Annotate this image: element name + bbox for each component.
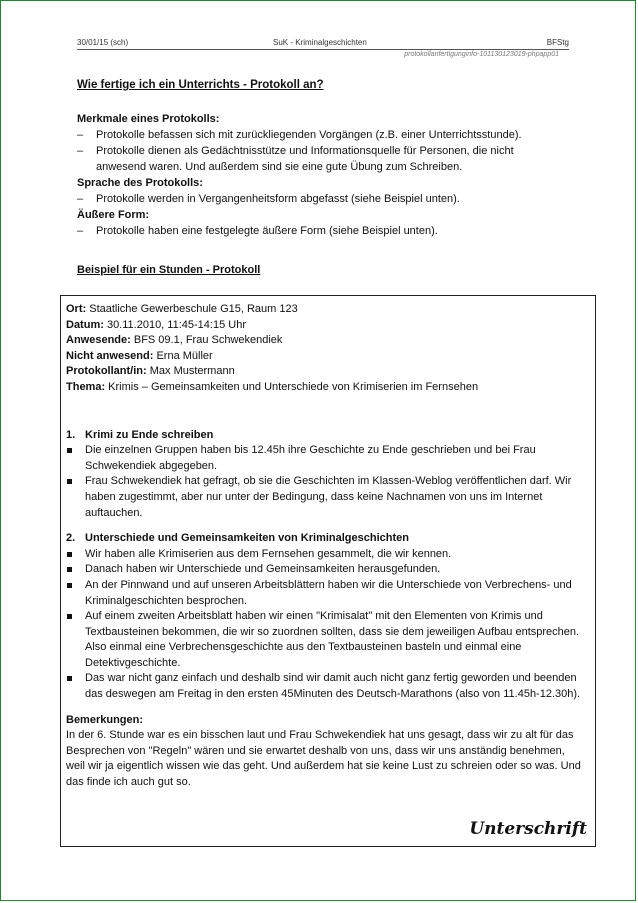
- list-item-text: Wir haben alle Krimiserien aus dem Fernsehen gesammelt, die wir kennen.: [85, 547, 452, 560]
- page-header: [77, 38, 569, 50]
- list-item-text: An der Pinnwand und auf unseren Arbeitsblättern haben wir die Unterschiede von Verbrechens- und Kriminalgeschichten besprochen.: [85, 578, 572, 607]
- dash-marker: –: [77, 225, 84, 237]
- meta-value: Erna Müller: [153, 349, 213, 362]
- topic-heading: [66, 428, 586, 444]
- meta-absent: [66, 349, 586, 365]
- meta-value: 30.11.2010, 11:45-14:15 Uhr: [103, 318, 246, 331]
- list-item-text: Protokolle werden in Vergangenheitsform abgefasst (siehe Beispiel unten).: [96, 193, 460, 205]
- list-item: [77, 143, 557, 175]
- meta-label: Datum:: [66, 318, 104, 331]
- list-item: [66, 562, 586, 578]
- remarks-heading: Bemerkungen:: [66, 713, 144, 726]
- dash-marker: –: [77, 129, 84, 141]
- bullet-icon: [67, 614, 72, 619]
- topic-number: 2.: [66, 532, 76, 545]
- list-item-text: Protokolle befassen sich mit zurückliegenden Vorgängen (z.B. einer Unterrichtsstunde).: [96, 129, 522, 141]
- header-class: BFStg: [546, 38, 569, 47]
- bullet-icon: [67, 676, 72, 681]
- list-item: [66, 578, 586, 609]
- example-title: Beispiel für ein Stunden - Protokoll: [77, 264, 261, 276]
- list-item-text: Das war nicht ganz einfach und deshalb sind wir damit auch nicht ganz fertig geworden und beenden das deswegen am Freitag in den ersten 45Minuten des Deutsch-Marathons (also von 11.45h-12.30h).: [85, 672, 581, 701]
- header-reference: protokollanfertigunginfo-101130123019-phpapp01: [404, 51, 559, 58]
- meta-label: Ort:: [66, 303, 87, 315]
- signature: Unterschrift: [469, 819, 587, 840]
- list-item-text: Danach haben wir Unterschiede und Gemeinsamkeiten herausgefunden.: [85, 563, 441, 576]
- list-item: [77, 191, 557, 207]
- bullet-icon: [67, 583, 72, 588]
- features-section: [77, 111, 557, 239]
- dash-marker: –: [77, 193, 84, 205]
- meta-value: Staatliche Gewerbeschule G15, Raum 123: [86, 303, 298, 315]
- meta-value: BFS 09.1, Frau Schwekendiek: [130, 334, 283, 347]
- meta-label: Nicht anwesend:: [66, 349, 154, 362]
- list-item-text: Die einzelnen Gruppen haben bis 12.45h ihre Geschichte zu Ende geschrieben und bei Frau Schwekendiek abgegeben.: [85, 444, 536, 472]
- protocol-content: [66, 302, 586, 791]
- bullet-icon: [67, 448, 72, 453]
- language-heading: Sprache des Protokolls:: [77, 177, 203, 189]
- protocol-example-box: [60, 295, 596, 847]
- bullet-icon: [67, 567, 72, 572]
- list-item-text: Protokolle haben eine festgelegte äußere Form (siehe Beispiel unten).: [96, 225, 438, 237]
- topic-title: Unterschiede und Gemeinsamkeiten von Kriminalgeschichten: [85, 532, 409, 545]
- list-item: [77, 223, 557, 239]
- topic-heading: [66, 531, 586, 547]
- meta-recorder: [66, 364, 586, 380]
- list-item: [66, 671, 586, 702]
- meta-value: Max Mustermann: [146, 365, 235, 378]
- list-item: [66, 443, 586, 474]
- header-date: 30/01/15 (sch): [77, 38, 129, 47]
- meta-present: [66, 333, 586, 349]
- meta-value: Krimis – Gemeinsamkeiten und Unterschiede von Krimiserien im Fernsehen: [105, 380, 479, 393]
- page-title: Wie fertige ich ein Unterrichts - Protokoll an?: [77, 79, 324, 91]
- list-item: [66, 547, 586, 563]
- features-heading: Merkmale eines Protokolls:: [77, 113, 220, 125]
- list-item-text: Protokolle dienen als Gedächtnisstütze und Informationsquelle für Personen, die nicht anwesend waren. Und außerdem sind sie eine gute Übung zum Schreiben.: [96, 145, 514, 173]
- remarks-text: In der 6. Stunde war es ein bisschen laut und Frau Schwekendiek hat uns gesagt, dass wir zu alt für das Besprechen von "Regeln" wären und sie erwartet deshalb von uns, dass wir uns anständig benehmen, weil wir ja eigentlich wissen wie das geht. Und außerdem hat sie keine Lust zu schreien oder so was. Und das finde ich auch gut so.: [66, 729, 581, 789]
- header-subject: SuK - Kriminalgeschichten: [273, 38, 367, 47]
- meta-label: Thema:: [66, 380, 106, 393]
- meta-location: [66, 302, 586, 318]
- topic-title: Krimi zu Ende schreiben: [85, 428, 214, 441]
- meta-label: Protokollant/in:: [66, 365, 147, 378]
- meta-topic: [66, 380, 586, 396]
- list-item: [66, 474, 586, 521]
- meta-date: [66, 318, 586, 334]
- list-item: [66, 609, 586, 671]
- dash-marker: –: [77, 145, 84, 157]
- list-item-text: Auf einem zweiten Arbeitsblatt haben wir einen "Krimisalat" mit den Elementen von Krimis und Textbausteinen bekommen, die wir so zuordnen sollten, dass sie dem jeweiligen Aufbau entsprechen. Also einmal eine Verbrechensgeschichte aus den Textbausteinen basteln und einmal eine Detektivgeschichte.: [85, 610, 580, 669]
- topic-number: 1.: [66, 428, 76, 441]
- bullet-icon: [67, 552, 72, 557]
- bullet-icon: [67, 479, 72, 484]
- list-item: [77, 127, 557, 143]
- meta-label: Anwesende:: [66, 334, 131, 347]
- form-heading: Äußere Form:: [77, 209, 150, 221]
- list-item-text: Frau Schwekendiek hat gefragt, ob sie die Geschichten im Klassen-Weblog veröffentlichen darf. Wir haben zugestimmt, aber nur unter der Bedingung, dass keine Nachnamen von uns im Internet auftauchen.: [85, 475, 572, 519]
